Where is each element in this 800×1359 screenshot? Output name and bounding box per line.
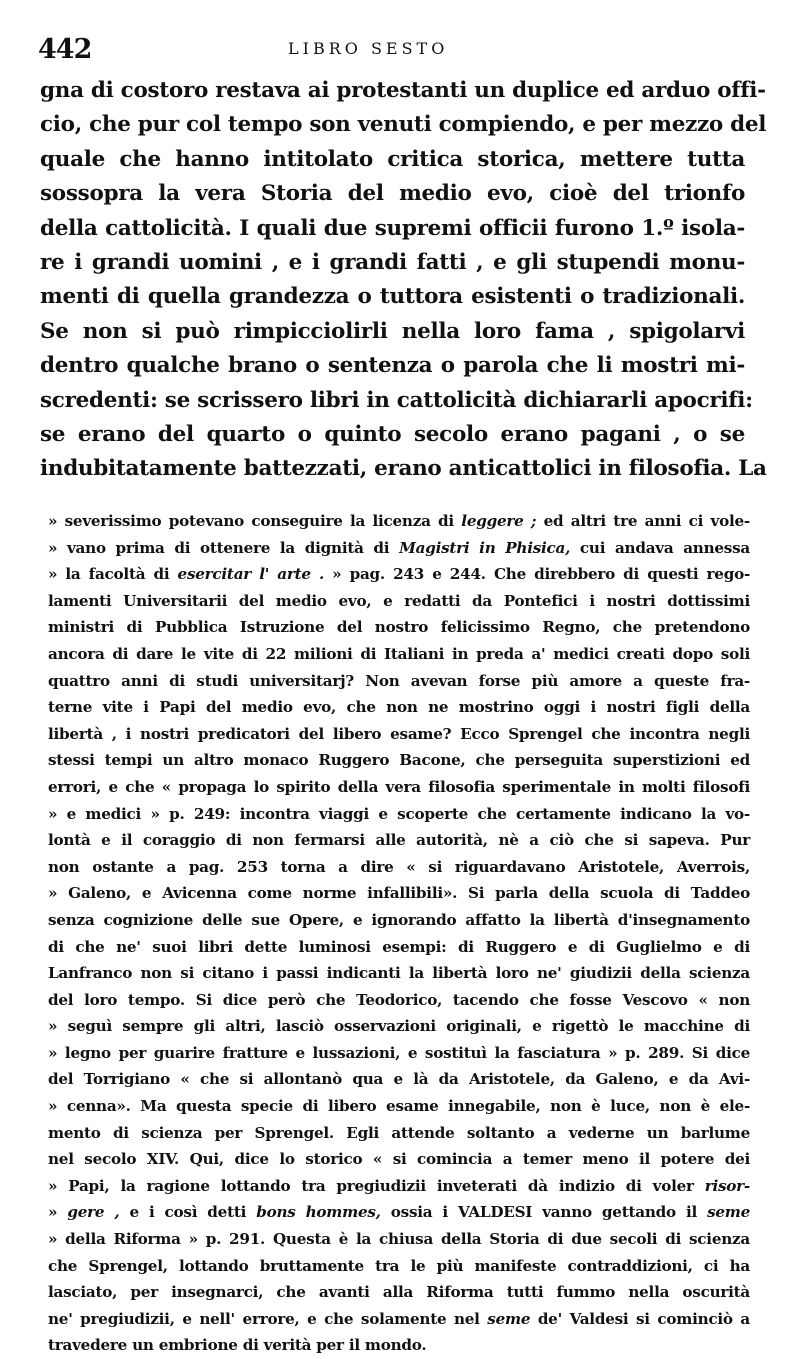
text-line: se erano del quarto o quinto secolo erano pagani , o se xyxy=(40,421,745,447)
text-segment: del loro tempo. Si dice però che Teodorico, tacendo che fosse Vescovo « non xyxy=(48,990,750,1009)
italic-segment: seme xyxy=(707,1203,751,1222)
note-line xyxy=(48,641,750,668)
italic-segment: risor- xyxy=(704,1176,750,1195)
note-line xyxy=(48,960,750,987)
text-segment: » Galeno, e Avicenna come norme infallibili». Si parla della scuola di Taddeo xyxy=(48,884,750,903)
text-segment: » cenna». Ma questa specie di libero esame innegabile, non è luce, non è ele- xyxy=(48,1097,750,1116)
note-line xyxy=(48,1040,750,1067)
note-line xyxy=(48,614,750,641)
text-segment: » della Riforma » p. 291. Questa è la chiusa della Storia di due secoli di scienza xyxy=(48,1230,750,1249)
footnote-text xyxy=(48,508,750,1359)
text-line: cio, che pur col tempo son venuti compiendo, e per mezzo del xyxy=(40,112,767,138)
note-line xyxy=(48,508,750,535)
text-line: scredenti: se scrissero libri in cattolicità dichiararli apocrifi: xyxy=(40,387,753,413)
note-line xyxy=(48,801,750,828)
text-line: Se non si può rimpicciolirli nella loro fama , spigolarvi xyxy=(40,318,745,344)
note-line xyxy=(48,774,750,801)
text-line: re i grandi uomini , e i grandi fatti , e gli stupendi monu- xyxy=(40,249,745,275)
text-segment: del Torrigiano « che si allontanò qua e là da Aristotele, da Galeno, e da Avi- xyxy=(48,1070,750,1089)
text-line: quale che hanno intitolato critica storica, mettere tutta xyxy=(40,146,745,172)
note-line xyxy=(48,1306,750,1333)
text-segment: nel secolo XIV. Qui, dice lo storico « si comincia a temer meno il potere dei xyxy=(48,1150,750,1169)
note-line xyxy=(48,1173,750,1200)
italic-segment: leggere ; xyxy=(461,512,537,530)
text-segment: non ostante a pag. 253 torna a dire « si riguardavano Aristotele, Averrois, xyxy=(48,857,750,876)
note-line xyxy=(48,1332,750,1359)
note-line xyxy=(48,827,750,854)
text-segment: senza cognizione delle sue Opere, e ignorando affatto la libertà d'insegnamento xyxy=(48,910,750,929)
note-line xyxy=(48,668,750,695)
text-segment: ancora di dare le vite di 22 milioni di Italiani in preda a' medici creati dopo soli xyxy=(48,644,750,663)
text-segment: errori, e che « propaga lo spirito della vera filosofia sperimentale in molti filosofi xyxy=(48,777,750,796)
text-line: menti di quella grandezza o tuttora esistenti o tradizionali. xyxy=(40,284,745,310)
note-line xyxy=(48,934,750,961)
page-number: 442 xyxy=(38,34,92,65)
note-line xyxy=(48,854,750,881)
italic-segment: bons hommes, xyxy=(256,1203,381,1222)
note-line xyxy=(48,588,750,615)
text-segment: e i così detti xyxy=(119,1203,257,1222)
text-line: dentro qualche brano o sentenza o parola che li mostri mi- xyxy=(40,353,745,379)
italic-segment: esercitar l' arte . xyxy=(177,565,325,584)
note-line xyxy=(48,1253,750,1280)
text-segment: » pag. 243 e 244. Che direbbero di questi rego- xyxy=(324,565,751,584)
text-segment: quattro anni di studi universitarj? Non avevan forse più amore a queste fra- xyxy=(48,671,750,690)
text-line: della cattolicità. I quali due supremi officii furono 1.º isola- xyxy=(40,215,745,241)
text-segment: mento di scienza per Sprengel. Egli attende soltanto a vederne un barlume xyxy=(48,1123,750,1142)
text-segment: Lanfranco non si citano i passi indicanti la libertà loro ne' giudizii della scienza xyxy=(48,964,750,983)
text-segment: di che ne' suoi libri dette luminosi esempi: di Ruggero e di Guglielmo e di xyxy=(48,937,750,956)
text-segment: cui andava annessa xyxy=(570,538,750,557)
running-head: LIBRO SESTO xyxy=(288,39,449,58)
text-segment: » Papi, la ragione lottando tra pregiudizii inveterati dà indizio di voler xyxy=(48,1176,705,1195)
note-line xyxy=(48,1120,750,1147)
note-line xyxy=(48,1199,750,1226)
italic-segment: gere , xyxy=(67,1203,120,1222)
note-line xyxy=(48,1093,750,1120)
text-segment: lontà e il coraggio di non fermarsi alle autorità, nè a ciò che si sapeva. Pur xyxy=(48,831,750,850)
note-line xyxy=(48,694,750,721)
note-line xyxy=(48,747,750,774)
text-segment: » vano prima di ottenere la dignità di xyxy=(48,538,400,557)
note-line xyxy=(48,1226,750,1253)
text-segment: » severissimo potevano conseguire la licenza di xyxy=(48,512,462,530)
text-segment: ed altri tre anni ci vole- xyxy=(536,512,750,530)
note-line xyxy=(48,561,750,588)
text-segment: terne vite i Papi del medio evo, che non ne mostrino oggi i nostri figli della xyxy=(48,698,750,717)
text-line: gna di costoro restava ai protestanti un duplice ed arduo offi- xyxy=(40,78,766,103)
note-line xyxy=(48,1146,750,1173)
italic-segment: Magistri in Phisica, xyxy=(399,538,571,557)
note-line xyxy=(48,1013,750,1040)
note-line xyxy=(48,721,750,748)
text-segment: travedere un embrione di verità per il mondo. xyxy=(48,1336,427,1355)
text-segment: ne' pregiudizii, e nell' errore, e che solamente nel xyxy=(48,1309,488,1328)
text-segment: lasciato, per insegnarci, che avanti alla Riforma tutti fummo nella oscurità xyxy=(48,1283,750,1302)
text-segment: » seguì sempre gli altri, lasciò osservazioni originali, e rigettò le macchine di xyxy=(48,1017,750,1036)
note-line xyxy=(48,987,750,1014)
text-segment: ossia i VALDESI vanno gettando il xyxy=(380,1203,708,1222)
text-segment: » e medici » p. 249: incontra viaggi e scoperte che certamente indicano la vo- xyxy=(48,804,750,823)
text-segment: » la facoltà di xyxy=(48,565,178,584)
note-line xyxy=(48,907,750,934)
main-text xyxy=(40,74,767,487)
text-segment: libertà , i nostri predicatori del libero esame? Ecco Sprengel che incontra negli xyxy=(48,724,750,743)
italic-segment: seme xyxy=(487,1309,531,1328)
note-line xyxy=(48,1279,750,1306)
note-line xyxy=(48,535,750,562)
text-segment: » legno per guarire fratture e lussazioni, e sostituì la fasciatura » p. 289. Si dice xyxy=(48,1043,750,1062)
text-line: sossopra la vera Storia del medio evo, cioè del trionfo xyxy=(40,181,745,207)
text-line: indubitatamente battezzati, erano anticattolici in filosofia. La xyxy=(40,456,767,482)
page-header xyxy=(38,34,778,68)
text-segment: ministri di Pubblica Istruzione del nostro felicissimo Regno, che pretendono xyxy=(48,618,750,637)
text-segment: de' Valdesi si cominciò a xyxy=(530,1309,750,1328)
text-segment: che Sprengel, lottando bruttamente tra le più manifeste contraddizioni, ci ha xyxy=(48,1256,750,1275)
text-segment: stessi tempi un altro monaco Ruggero Bacone, che perseguita superstizioni ed xyxy=(48,751,750,770)
note-line xyxy=(48,880,750,907)
note-line xyxy=(48,1066,750,1093)
text-segment: » xyxy=(48,1203,68,1222)
text-segment: lamenti Universitarii del medio evo, e redatti da Pontefici i nostri dottissimi xyxy=(48,591,750,610)
